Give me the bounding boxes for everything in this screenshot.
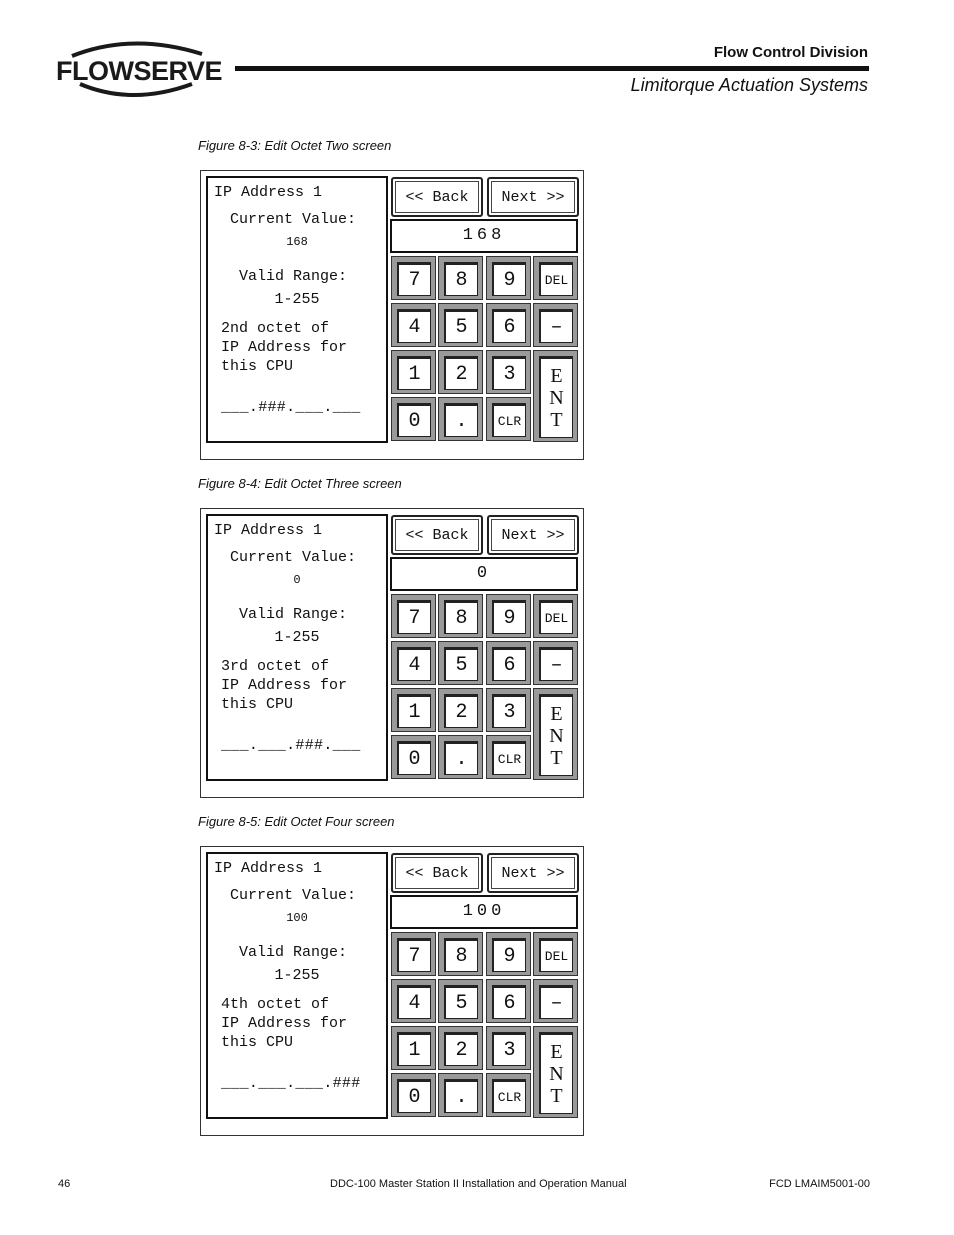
key-5[interactable]	[438, 979, 483, 1023]
document-code: FCD LMAIM5001-00	[769, 1178, 870, 1190]
key-label: CLR	[492, 1079, 526, 1113]
minus-key[interactable]	[533, 303, 578, 347]
enter-letter: N	[549, 387, 564, 409]
description-line: IP Address for	[221, 1015, 348, 1032]
enter-letter: T	[550, 409, 563, 431]
key-label: 8	[444, 938, 478, 972]
decimal-key[interactable]	[438, 397, 483, 441]
key-label: 9	[492, 600, 526, 634]
key-label: 6	[492, 309, 526, 343]
clear-key[interactable]	[486, 1073, 531, 1117]
valid-range: 1-255	[274, 629, 320, 646]
value-display: 0	[390, 557, 578, 591]
next-button[interactable]: Next >>	[487, 177, 579, 217]
screen-title: IP Address 1	[214, 860, 323, 877]
key-6[interactable]	[486, 979, 531, 1023]
back-button[interactable]: << Back	[391, 515, 483, 555]
enter-key[interactable]	[533, 350, 578, 442]
key-label: .	[444, 403, 478, 437]
key-label: 4	[397, 309, 431, 343]
key-label: .	[444, 1079, 478, 1113]
key-label: 6	[492, 647, 526, 681]
key-label: 8	[444, 600, 478, 634]
key-5[interactable]	[438, 303, 483, 347]
minus-key[interactable]	[533, 641, 578, 685]
key-label: 4	[397, 985, 431, 1019]
current-value-label: Current Value:	[230, 211, 357, 228]
valid-range-label: Valid Range:	[239, 606, 348, 623]
key-label: 2	[444, 356, 478, 390]
header-rule	[235, 66, 869, 71]
key-label: –	[539, 985, 573, 1019]
key-label: .	[444, 741, 478, 775]
enter-letter: E	[550, 1041, 563, 1063]
description-line: IP Address for	[221, 677, 348, 694]
valid-range: 1-255	[274, 967, 320, 984]
key-label: 9	[492, 262, 526, 296]
screen-title: IP Address 1	[214, 184, 323, 201]
key-4[interactable]	[391, 641, 436, 685]
key-label: 6	[492, 985, 526, 1019]
octet-pattern: ___.___.___.###	[221, 1075, 361, 1092]
key-label: 3	[492, 356, 526, 390]
octet-pattern: ___.___.###.___	[221, 737, 361, 754]
key-7[interactable]	[391, 256, 436, 300]
value-display: 168	[390, 219, 578, 253]
key-7[interactable]	[391, 932, 436, 976]
octet-pattern: ___.###.___.___	[221, 399, 361, 416]
key-3[interactable]	[486, 350, 531, 394]
enter-letter: N	[549, 1063, 564, 1085]
key-label: 5	[444, 309, 478, 343]
key-1[interactable]	[391, 1026, 436, 1070]
key-label: 0	[397, 741, 431, 775]
minus-key[interactable]	[533, 979, 578, 1023]
key-9[interactable]	[486, 594, 531, 638]
systems-title: Limitorque Actuation Systems	[630, 75, 868, 95]
key-3[interactable]	[486, 1026, 531, 1070]
key-label: 5	[444, 647, 478, 681]
key-label: 1	[397, 356, 431, 390]
key-label: 2	[444, 1032, 478, 1066]
del-key[interactable]	[533, 932, 578, 976]
key-label: DEL	[539, 262, 573, 296]
key-label	[539, 356, 573, 438]
description-line: 4th octet of	[221, 996, 330, 1013]
description-line: IP Address for	[221, 339, 348, 356]
key-label: 0	[397, 1079, 431, 1113]
page-number: 46	[58, 1178, 71, 1190]
key-0[interactable]	[391, 397, 436, 441]
manual-title: DDC-100 Master Station II Installation and Operation Manual	[330, 1178, 627, 1190]
key-label: 1	[397, 694, 431, 728]
logo-text: FLOWSERVE	[56, 56, 223, 86]
flowserve-logo	[52, 40, 223, 98]
description-line: 2nd octet of	[221, 320, 330, 337]
key-label: 3	[492, 1032, 526, 1066]
key-4[interactable]	[391, 303, 436, 347]
current-value-label: Current Value:	[230, 887, 357, 904]
info-box	[206, 176, 388, 443]
current-value: 100	[286, 911, 308, 925]
screen-panel	[200, 846, 584, 1136]
key-4[interactable]	[391, 979, 436, 1023]
screen-panel	[200, 508, 584, 798]
back-button[interactable]: << Back	[391, 177, 483, 217]
key-label: 9	[492, 938, 526, 972]
key-2[interactable]	[438, 350, 483, 394]
key-label: 7	[397, 600, 431, 634]
enter-letter: E	[550, 365, 563, 387]
enter-letter: N	[549, 725, 564, 747]
key-0[interactable]	[391, 1073, 436, 1117]
valid-range-label: Valid Range:	[239, 268, 348, 285]
key-label: –	[539, 647, 573, 681]
key-label: DEL	[539, 938, 573, 972]
screen-title: IP Address 1	[214, 522, 323, 539]
figure-caption: Figure 8-4: Edit Octet Three screen	[198, 476, 402, 491]
description-line: this CPU	[221, 1034, 294, 1051]
description-line: this CPU	[221, 358, 294, 375]
enter-key[interactable]	[533, 1026, 578, 1118]
key-label: 3	[492, 694, 526, 728]
current-value: 0	[293, 573, 301, 587]
current-value: 168	[286, 235, 308, 249]
key-7[interactable]	[391, 594, 436, 638]
key-label: CLR	[492, 403, 526, 437]
key-1[interactable]	[391, 688, 436, 732]
description-line: this CPU	[221, 696, 294, 713]
key-label: CLR	[492, 741, 526, 775]
key-label: 5	[444, 985, 478, 1019]
current-value-label: Current Value:	[230, 549, 357, 566]
valid-range-label: Valid Range:	[239, 944, 348, 961]
key-8[interactable]	[438, 256, 483, 300]
key-label: 4	[397, 647, 431, 681]
key-1[interactable]	[391, 350, 436, 394]
next-button[interactable]: Next >>	[487, 853, 579, 893]
del-key[interactable]	[533, 256, 578, 300]
key-6[interactable]	[486, 303, 531, 347]
decimal-key[interactable]	[438, 1073, 483, 1117]
key-label: 0	[397, 403, 431, 437]
info-box	[206, 514, 388, 781]
key-3[interactable]	[486, 688, 531, 732]
key-label: 7	[397, 938, 431, 972]
key-label: –	[539, 309, 573, 343]
description-line: 3rd octet of	[221, 658, 330, 675]
valid-range: 1-255	[274, 291, 320, 308]
figure-caption: Figure 8-5: Edit Octet Four screen	[198, 814, 395, 829]
enter-key[interactable]	[533, 688, 578, 780]
next-button[interactable]: Next >>	[487, 515, 579, 555]
key-label: 2	[444, 694, 478, 728]
key-9[interactable]	[486, 256, 531, 300]
key-label: 1	[397, 1032, 431, 1066]
decimal-key[interactable]	[438, 735, 483, 779]
back-button[interactable]: << Back	[391, 853, 483, 893]
key-label	[539, 694, 573, 776]
key-8[interactable]	[438, 594, 483, 638]
key-6[interactable]	[486, 641, 531, 685]
enter-letter: E	[550, 703, 563, 725]
enter-letter: T	[550, 1085, 563, 1107]
key-label	[539, 1032, 573, 1114]
key-label: 7	[397, 262, 431, 296]
figure-caption: Figure 8-3: Edit Octet Two screen	[198, 138, 392, 153]
key-0[interactable]	[391, 735, 436, 779]
info-box	[206, 852, 388, 1119]
del-key[interactable]	[533, 594, 578, 638]
value-display: 100	[390, 895, 578, 929]
key-9[interactable]	[486, 932, 531, 976]
key-8[interactable]	[438, 932, 483, 976]
key-5[interactable]	[438, 641, 483, 685]
key-2[interactable]	[438, 688, 483, 732]
key-2[interactable]	[438, 1026, 483, 1070]
enter-letter: T	[550, 747, 563, 769]
division-title: Flow Control Division	[713, 44, 868, 61]
clear-key[interactable]	[486, 397, 531, 441]
clear-key[interactable]	[486, 735, 531, 779]
key-label: 8	[444, 262, 478, 296]
key-label: DEL	[539, 600, 573, 634]
screen-panel	[200, 170, 584, 460]
